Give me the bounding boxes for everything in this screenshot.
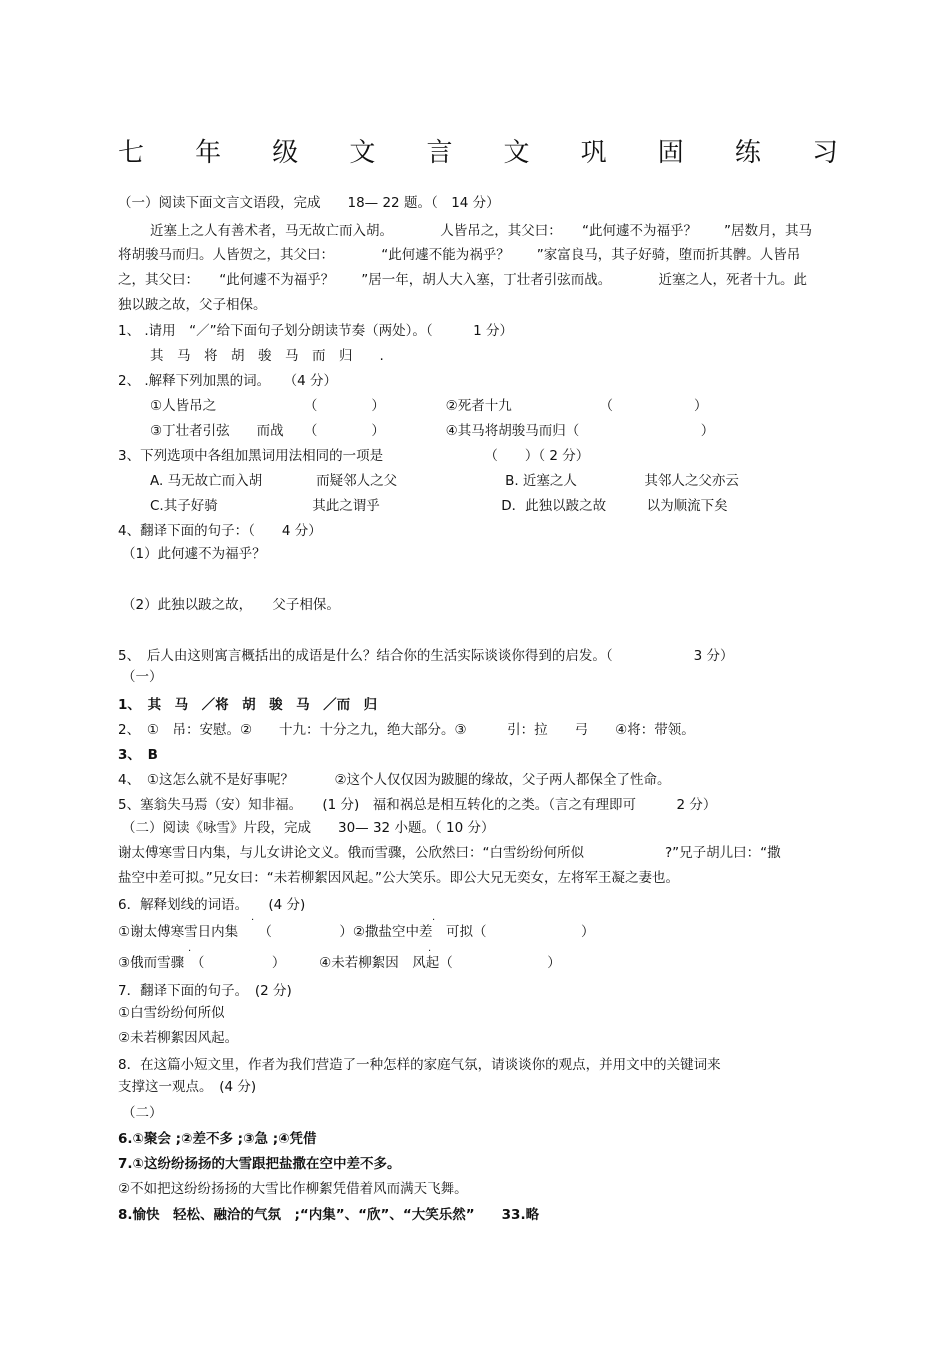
- text-line: 独以跛之故，父子相保。: [118, 297, 267, 313]
- text-line: （1）此何遽不为福乎？: [122, 546, 266, 562]
- text-line: 1、 其 马 ／将 胡 骏 马 ／而 归: [118, 697, 378, 713]
- text-line: 6．解释划线的词语。 (4 分): [118, 897, 306, 913]
- text-line: （二）阅读《咏雪》片段，完成 30— 32 小题。（ 10 分）: [122, 820, 495, 836]
- text-line: ①白雪纷纷何所似: [118, 1005, 225, 1021]
- text-line: A. 马无故亡而入胡 而疑邻人之父 B. 近塞之人 其邻人之父亦云: [150, 473, 739, 489]
- title-char: 固: [657, 138, 684, 168]
- text-line: 8.愉快 轻松、融洽的气氛 ;“内集”、“欣”、“大笑乐然” 33.略: [118, 1207, 540, 1223]
- text-line: 支撑这一观点。 (4 分): [118, 1079, 257, 1095]
- text-line: 4、 ①这怎么就不是好事呢？ ②这个人仅仅因为跛腿的缘故，父子两人都保全了性命。: [118, 772, 671, 788]
- title-char: 文: [349, 138, 376, 168]
- text-line: ②不如把这纷纷扬扬的大雪比作柳絮凭借着风而满天飞舞。: [118, 1181, 468, 1197]
- text-line: 7.①这纷纷扬扬的大雪跟把盐撒在空中差不多。: [118, 1156, 401, 1172]
- text-line: 6.①聚会 ;②差不多 ;③急 ;④凭借: [118, 1131, 317, 1147]
- text-line: 盐空中差可拟。”兄女曰：“未若柳絮因风起。”公大笑乐。即公大兄无奕女，左将军王凝之妻也。: [118, 870, 679, 886]
- text-line: 7．翻译下面的句子。 (2 分): [118, 983, 292, 999]
- emphasis-dot: .: [251, 912, 255, 923]
- emphasis-dot: .: [432, 912, 436, 923]
- text-line: （二）: [122, 1105, 163, 1121]
- text-line: 4、翻译下面的句子：（ 4 分）: [118, 523, 322, 539]
- title-char: 巩: [580, 138, 607, 168]
- text-line: 3、下列选项中各组加黑词用法相同的一项是 （ ）（ 2 分）: [118, 448, 590, 464]
- text-line: 近塞上之人有善术者，马无故亡而入胡。 人皆吊之，其父曰： “此何遽不为福乎？ ”居数月，其马: [150, 223, 812, 239]
- text-line: 3、 B: [118, 747, 158, 763]
- text-line: 之，其父曰： “此何遽不为福乎？ ”居一年，胡人大入塞，丁壮者引弦而战。 近塞之人，死者十九。此: [118, 272, 807, 288]
- text-line: C.其子好骑 其此之谓乎 D．此独以跛之故 以为顺流下矣: [150, 498, 728, 514]
- page-title: [118, 132, 838, 169]
- text-line: （2）此独以跛之故， 父子相保。: [122, 597, 340, 613]
- text-line: （一）: [122, 669, 163, 685]
- title-char: 年: [195, 138, 222, 168]
- emphasis-dot: .: [428, 943, 432, 954]
- text-line: 8．在这篇小短文里，作者为我们营造了一种怎样的家庭气氛，请谈谈你的观点，并用文中的关键词来: [118, 1057, 721, 1073]
- text-line: ③丁壮者引弦 而战 （ ） ④其马将胡骏马而归（ ）: [150, 423, 715, 439]
- text-line: （一）阅读下面文言文语段，完成 18— 22 题。（ 14 分）: [118, 195, 500, 211]
- text-line: 将胡骏马而归。人皆贺之，其父曰： “此何遽不能为祸乎？ ”家富良马，其子好骑，堕而折其髀。人皆吊: [118, 247, 801, 263]
- title-char: 言: [426, 138, 453, 168]
- text-line: 2、 ① 吊：安慰。② 十九：十分之九，绝大部分。③ 引：拉 弓 ④将：带领。: [118, 722, 695, 738]
- text-line: 谢太傅寒雪日内集，与儿女讲论文义。俄而雪骤，公欣然曰：“白雪纷纷何所似 ?”兄子胡儿曰：“撒: [118, 845, 781, 861]
- text-line: 1、 .请用 “／”给下面句子划分朗读节奏（两处）。（ 1 分）: [118, 323, 514, 339]
- text-line: 5、塞翁失马焉（安）知非福。 (1 分) 福和祸总是相互转化的之类。（言之有理即可 2 分）: [118, 797, 717, 813]
- text-line: 2、 .解释下列加黑的词。 （4 分）: [118, 373, 338, 389]
- title-char: 习: [811, 138, 838, 168]
- title-char: 级: [272, 138, 299, 168]
- text-line: 5、 后人由这则寓言概括出的成语是什么？结合你的生活实际谈谈你得到的启发。（ 3 分）: [118, 648, 734, 664]
- title-char: 文: [503, 138, 530, 168]
- text-line: ②未若柳絮因风起。: [118, 1030, 239, 1046]
- title-char: 练: [734, 138, 761, 168]
- text-line: 其 马 将 胡 骏 马 而 归 .: [150, 348, 384, 364]
- text-line: ①谢太傅寒雪日内集 （ ）②撒盐空中差 可拟（ ）: [118, 924, 595, 940]
- text-line: ①人皆吊之 （ ） ②死者十九 （ ）: [150, 398, 708, 414]
- title-char: 七: [118, 138, 145, 168]
- emphasis-dot: .: [188, 943, 192, 954]
- text-line: ③俄而雪骤 （ ） ④未若柳絮因 风起（ ）: [118, 955, 561, 971]
